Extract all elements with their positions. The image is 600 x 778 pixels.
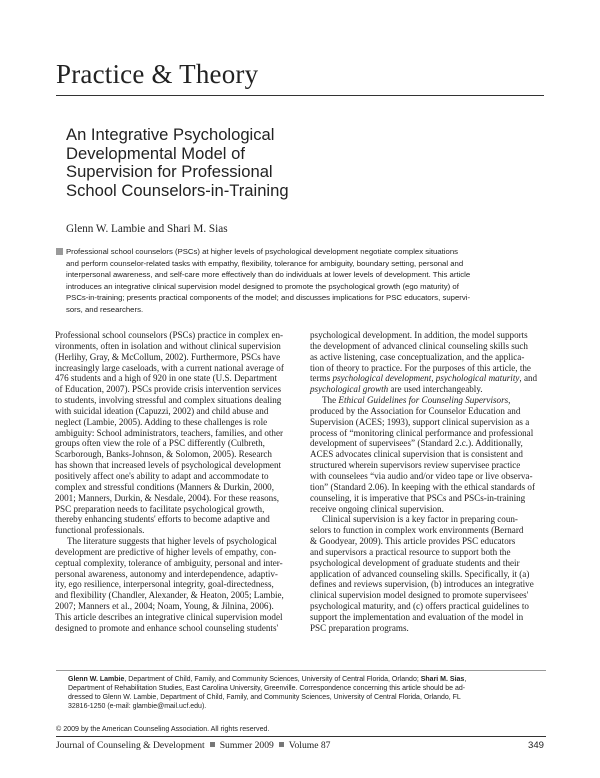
body-line: complex and stressful conditions (Manners & Durkin, 2000, bbox=[55, 481, 274, 492]
body-line: development are predictive of higher levels of empathy, con- bbox=[55, 546, 277, 557]
body-line: selors to function in complex work environments (Bernard bbox=[310, 525, 524, 536]
body-line: increasingly large caseloads, with a current national average of bbox=[55, 362, 284, 373]
body-line: positively affect one's ability to adapt and accommodate to bbox=[55, 470, 269, 481]
body-line: neglect (Lambie, 2005). Adding to these challenges is role bbox=[55, 416, 268, 427]
body-line: psychological growth are used interchangeably. bbox=[310, 384, 483, 395]
body-line: ceptual complexity, tolerance of ambiguity, personal and inter- bbox=[55, 557, 283, 568]
body-line: psychological development of graduate students and their bbox=[310, 557, 520, 568]
separator-square-icon bbox=[210, 742, 215, 747]
body-line: vironments, often in isolation and without clinical supervision bbox=[55, 340, 281, 351]
body-line: psychological maturity, and (c) offers practical guidelines to bbox=[310, 601, 529, 612]
body-column-right bbox=[310, 330, 554, 634]
body-line: with counselees “via audio and/or video tape or live observa- bbox=[310, 470, 533, 481]
body-column-left bbox=[55, 330, 299, 634]
body-line: and flexibility (Chandler, Alexander, & Heaton, 2005; Lambie, bbox=[55, 590, 284, 601]
body-line: ACES advocates clinical supervision that is consistent and bbox=[310, 449, 523, 460]
body-line: application of advanced counseling skills. Specifically, it (a) bbox=[310, 568, 530, 579]
section-rule bbox=[56, 95, 544, 96]
journal-name: Journal of Counseling & Development bbox=[56, 740, 205, 751]
body-line: thereby enhancing students' efforts to become adaptive and bbox=[55, 514, 270, 525]
body-line: the development of advanced clinical counseling skills such bbox=[310, 340, 528, 351]
body-line: and supervisors a practical resource to support both the bbox=[310, 546, 511, 557]
abstract-line: and perform counselor-related tasks with empathy, flexibility, tolerance for ambiguity, boundary setting, personal and bbox=[66, 258, 464, 268]
body-line: process of “monitoring clinical performance and professional bbox=[310, 427, 534, 438]
abstract-marker-icon bbox=[56, 248, 63, 255]
article-title bbox=[66, 126, 366, 200]
body-line: clinical supervision model designed to promote supervisees' bbox=[310, 590, 529, 601]
page-number: 349 bbox=[527, 740, 544, 751]
body-line: functional professionals. bbox=[55, 525, 145, 536]
body-line: designed to promote and enhance school counseling students' bbox=[55, 622, 279, 633]
copyright-notice: © 2009 by the American Counseling Association. All rights reserved. bbox=[56, 725, 270, 733]
body-line: terms psychological development, psychological maturity, and bbox=[310, 373, 538, 384]
body-line: counseling, it is imperative that PSCs and PSCs-in-training bbox=[310, 492, 526, 503]
body-line: Clinical supervision is a key factor in preparing coun- bbox=[322, 514, 518, 525]
footnote-line: Department of Rehabilitation Studies, East Carolina University, Greenville. Correspondence concerning this article should be ad- bbox=[68, 685, 466, 693]
body-line: receive ongoing clinical supervision. bbox=[310, 503, 444, 514]
body-line: psychological development. In addition, the model supports bbox=[310, 330, 528, 340]
body-line: ity, ego resilience, interpersonal integrity, goal-directedness, bbox=[55, 579, 274, 590]
separator-square-icon bbox=[279, 742, 284, 747]
footer-rule bbox=[56, 736, 546, 737]
body-line: PSC preparation programs. bbox=[310, 622, 409, 633]
body-line: support the implementation and evaluation of the model in bbox=[310, 611, 524, 622]
body-line: personal awareness, autonomy and interdependence, adaptiv- bbox=[55, 568, 278, 579]
body-line: The literature suggests that higher levels of psychological bbox=[67, 536, 277, 547]
body-line: defines and reviews supervision, (b) introduces an integrative bbox=[310, 579, 534, 590]
body-line: ambiguity: School administrators, teachers, families, and other bbox=[55, 427, 284, 438]
title-line: An Integrative Psychological bbox=[66, 125, 275, 144]
abstract-line: introduces an integrative clinical supervision model designed to promote the psychological growth (ego maturity) of bbox=[66, 281, 459, 291]
issue-date: Summer 2009 bbox=[219, 740, 274, 751]
body-line: Professional school counselors (PSCs) practice in complex en- bbox=[55, 330, 284, 340]
title-line: Developmental Model of bbox=[66, 143, 245, 163]
body-line: tion of theory to practice. For the purposes of this article, the bbox=[310, 362, 531, 373]
body-line: 2001; Manners, Durkin, & Nesdale, 2004). For these reasons, bbox=[55, 492, 280, 503]
abstract-line: PSCs-in-training; presents practical components of the model; and discusses implications for PSC educators, supervi- bbox=[66, 293, 471, 303]
body-line: (Herlihy, Gray, & McCollum, 2002). Furthermore, PSCs have bbox=[55, 351, 281, 362]
authors: Glenn W. Lambie and Shari M. Sias bbox=[66, 223, 228, 235]
running-footer bbox=[56, 740, 330, 751]
body-line: with suicidal ideation (Capuzzi, 2002) and child abuse and bbox=[55, 405, 269, 416]
body-line: has shown that increased levels of psychological development bbox=[55, 460, 282, 471]
footnote-rule bbox=[56, 670, 546, 671]
abstract bbox=[56, 246, 542, 316]
body-line: Scarborough, Banks-Johnson, & Solomon, 2005). Research bbox=[55, 449, 272, 460]
body-line: 2007; Manners et al., 2004; Noam, Young, & Jilnina, 2006). bbox=[55, 601, 274, 612]
body-line: to students, involving stressful and complex situations dealing bbox=[55, 395, 282, 406]
body-line: & Goodyear, 2009). This article provides PSC educators bbox=[310, 536, 516, 547]
author-footnote bbox=[56, 675, 546, 711]
footnote-line: 32816-1250 (e-mail: glambie@mail.ucf.edu). bbox=[68, 703, 207, 711]
abstract-line: sors, and researchers. bbox=[66, 304, 144, 314]
title-line: School Counselors-in-Training bbox=[66, 180, 289, 200]
body-line: The Ethical Guidelines for Counseling Supervisors, bbox=[322, 395, 511, 406]
body-line: development of supervisees” (Standard 2.c.). Additionally, bbox=[310, 438, 523, 449]
body-line: as active listening, case conceptualization, and the applica- bbox=[310, 351, 525, 362]
body-line: structured wherein supervisors review supervisee practice bbox=[310, 460, 521, 471]
body-line: Supervision (ACES; 1993), support clinical supervision as a bbox=[310, 416, 530, 427]
body-line: PSC preparation needs to facilitate psychological growth, bbox=[55, 503, 265, 514]
body-line: groups often view the role of a PSC differently (Culbreth, bbox=[55, 438, 265, 449]
body-line: 476 students and a high of 920 in one state (U.S. Department bbox=[55, 373, 277, 384]
volume: Volume 87 bbox=[288, 740, 331, 751]
footnote-line: dressed to Glenn W. Lambie, Department of Child, Family, and Community Sciences, University of Central Florida, Orlando, FL bbox=[68, 694, 461, 702]
footnote-line: Glenn W. Lambie, Department of Child, Family, and Community Sciences, University of Central Florida, Orlando; Shari M. Sias, bbox=[68, 676, 467, 683]
body-line: This article describes an integrative clinical supervision model bbox=[55, 611, 283, 622]
title-line: Supervision for Professional bbox=[66, 162, 273, 181]
body-line: of Education, 2007). PSCs provide crisis intervention services bbox=[55, 384, 282, 395]
abstract-line: interpersonal awareness, and self-care more effectively than do individuals at lower levels of development. This article bbox=[66, 270, 471, 280]
abstract-line-1: Professional school counselors (PSCs) at higher levels of psychological development negotiate complex situations bbox=[56, 246, 542, 258]
body-line: produced by the Association for Counselor Education and bbox=[310, 405, 521, 416]
body-line: tion” (Standard 2.06). In keeping with the ethical standards of bbox=[310, 481, 536, 492]
section-heading: Practice & Theory bbox=[56, 59, 259, 89]
